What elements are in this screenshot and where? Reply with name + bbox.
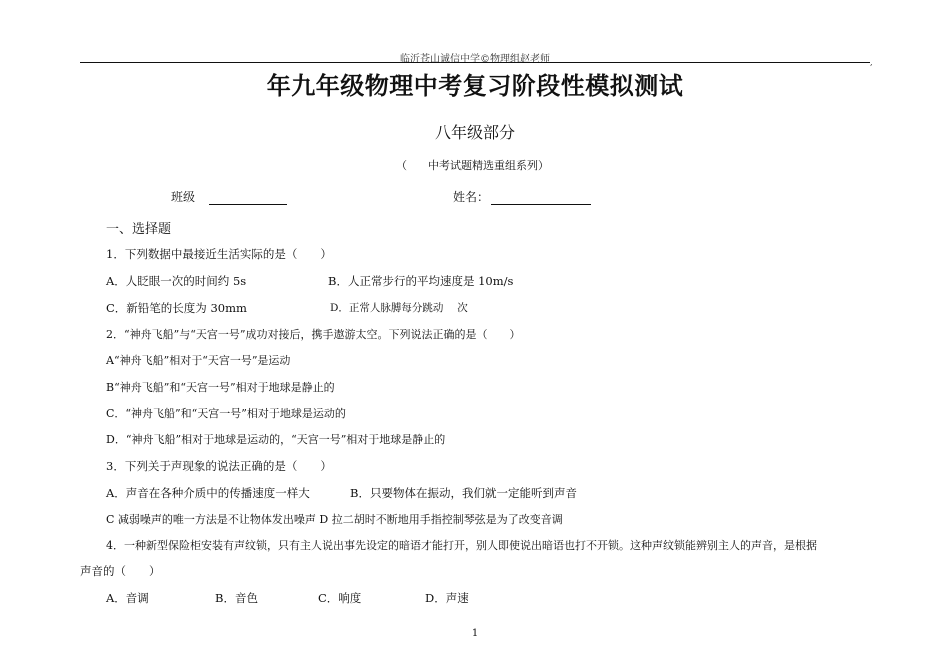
question-1-option-a: A．人眨眼一次的时间约 5s bbox=[106, 274, 247, 288]
question-2-stem: 2．“神舟飞船”与“天宫一号”成功对接后，携手遨游太空。下列说法正确的是（ ） bbox=[106, 328, 521, 341]
question-1-option-c: C．新铅笔的长度为 30mm bbox=[106, 301, 247, 315]
question-4-option-c: C．响度 bbox=[318, 591, 362, 605]
question-1-option-b: B．人正常步行的平均速度是 10m/s bbox=[328, 274, 514, 288]
name-blank-line bbox=[491, 191, 591, 205]
section-heading: 一、选择题 bbox=[106, 222, 172, 237]
question-3-option-b: B．只要物体在振动，我们就一定能听到声音 bbox=[350, 486, 577, 500]
series-text: 中考试题精选重组系列） bbox=[428, 159, 549, 172]
question-4-option-b: B．音色 bbox=[215, 591, 258, 605]
question-2-option-b: B“神舟飞船”和“天宫一号”相对于地球是静止的 bbox=[106, 381, 335, 394]
question-4-option-d: D．声速 bbox=[425, 591, 469, 605]
question-4-stem-line-1: 4．一种新型保险柜安装有声纹锁，只有主人说出事先设定的暗语才能打开，别人即使说出暗语也打不开锁。这种声纹锁能辨别主人的声音，是根据 bbox=[106, 539, 817, 552]
header-rule bbox=[80, 62, 870, 63]
question-1-stem: 1．下列数据中最接近生活实际的是（ ） bbox=[106, 247, 332, 261]
question-2-option-a: A“神舟飞船”相对于“天宫一号”是运动 bbox=[106, 354, 291, 367]
series-note bbox=[396, 157, 549, 173]
page-title: 年九年级物理中考复习阶段性模拟测试 bbox=[266, 72, 684, 100]
question-2-option-c: C．“神舟飞船”和“天宫一号”相对于地球是运动的 bbox=[106, 407, 346, 420]
page-header: 临沂苍山诚信中学©物理组赵老师 bbox=[400, 54, 550, 65]
class-label: 班级 bbox=[171, 190, 196, 204]
question-3-options-cd: C 减弱噪声的唯一方法是不让物体发出噪声 D 拉二胡时不断地用手指控制琴弦是为了改变音调 bbox=[106, 513, 563, 526]
name-label: 姓名： bbox=[453, 190, 490, 204]
series-open-paren: （ bbox=[396, 159, 407, 172]
header-mark: , bbox=[870, 58, 873, 67]
question-2-option-d: D．“神舟飞船”相对于地球是运动的，“天宫一号”相对于地球是静止的 bbox=[106, 433, 446, 446]
class-field bbox=[171, 186, 287, 205]
question-3-option-a: A．声音在各种介质中的传播速度一样大 bbox=[106, 486, 310, 500]
question-1-option-d: D．正常人脉膊每分跳动 次 bbox=[330, 302, 468, 314]
page-subtitle: 八年级部分 bbox=[434, 123, 515, 142]
class-blank-line bbox=[209, 191, 287, 205]
question-4-option-a: A．音调 bbox=[106, 591, 149, 605]
question-4-stem-line-2: 声音的（ ） bbox=[80, 564, 161, 578]
question-3-stem: 3．下列关于声现象的说法正确的是（ ） bbox=[106, 459, 332, 473]
page-number: 1 bbox=[471, 628, 479, 639]
name-field bbox=[453, 186, 591, 205]
